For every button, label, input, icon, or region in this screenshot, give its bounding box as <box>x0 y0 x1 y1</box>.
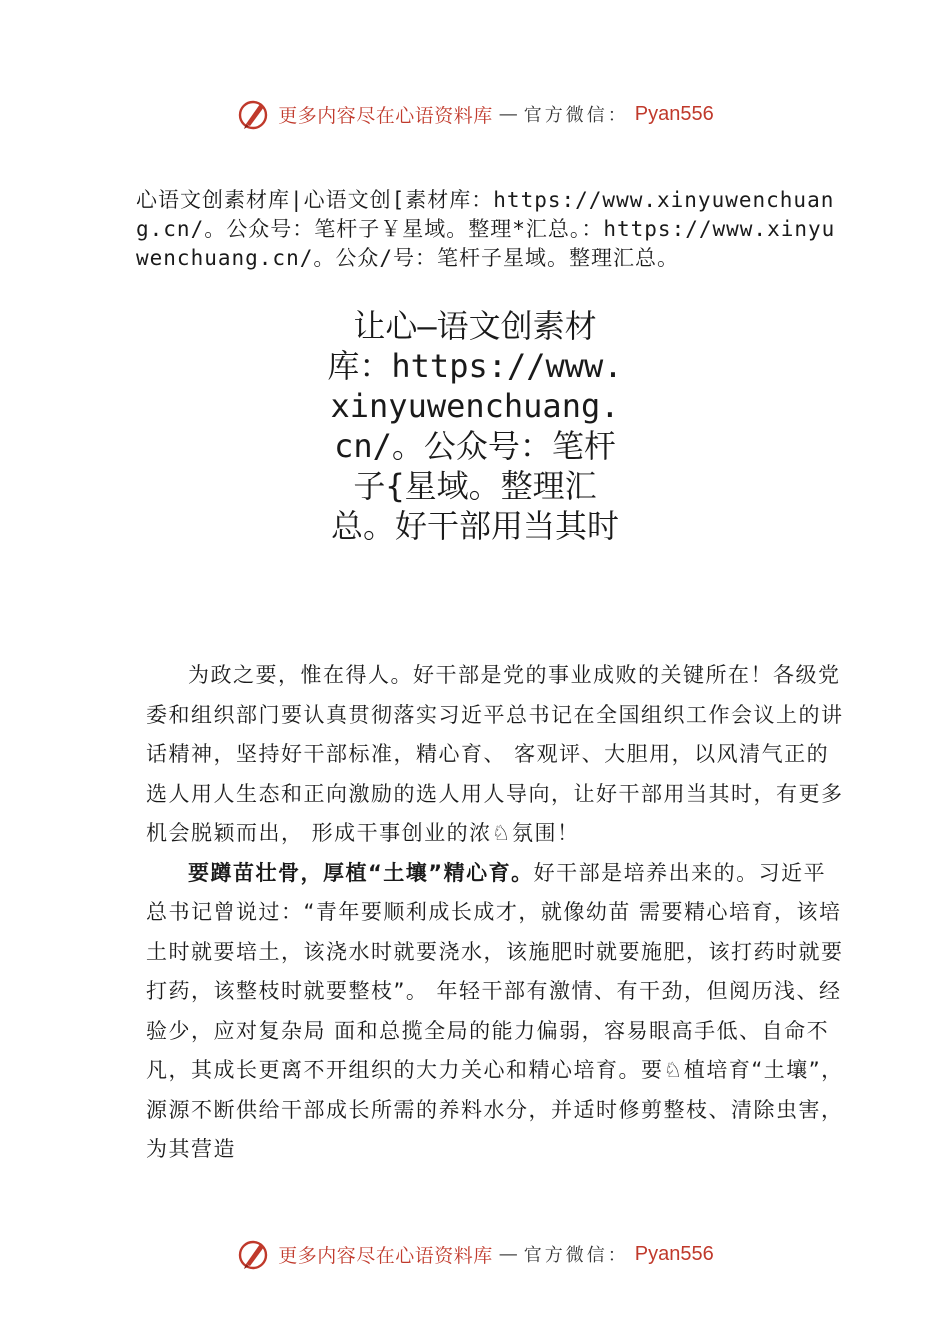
banner-text: 更多内容尽在心语资料库 <box>278 1244 493 1267</box>
paragraph-2-lead: 要蹲苗壮骨，厚植“土壤”精心育。 <box>188 860 534 885</box>
paragraph-1-text: 为政之要，惟在得人。好干部是党的事业成败的关键所在！各级党委和组织部门要认真贯彻落实习近平总书记在全国组织工作会议上的讲话精神，坚持好干部标准，精心育、 客观评、大胆用，以风清气正的选人用人生态和正向激励的选人用人导向，让好干部用当其时，有更多机会脱颖而出， 形成干事创业的浓♘氛围！ <box>146 663 844 845</box>
header-banner <box>0 92 950 136</box>
banner-wechat-label: 官方微信： <box>523 1245 629 1266</box>
banner-wechat-label: 官方微信： <box>523 105 629 126</box>
footer-banner <box>0 1232 950 1276</box>
pen-logo-icon <box>236 96 272 132</box>
banner-text: 更多内容尽在心语资料库 <box>278 104 493 127</box>
paragraph-2-text: 好干部是培养出来的。习近平总书记曾说过：“青年要顺利成长成才，就像幼苗 需要精心培育，该培土时就要培土，该浇水时就要浇水，该施肥时就要施肥，该打药时就要打药，该整枝时就要整枝”。 年轻干部有激情、有干劲，但阅历浅、经验少，应对复杂局 面和总揽全局的能力偏弱，容易眼高手低、自命不凡，其成长更离不开组织的大力关心和精心培育。要♘植培育“土壤”，源源不断供给干部成长所需的养料水分，并适时修剪整枝、清除虫害，为其营造 <box>146 860 844 1161</box>
intro-text: 心语文创素材库|心语文创[素材库：https://www.xinyuwenchuang.cn/。公众号：笔杆子￥星域。整理*汇总。：https://www.xinyuwenchuang.cn/。公众/号：笔杆子星域。整理汇总。 <box>136 188 836 270</box>
document-title: 让心—语文创素材库：https://www.xinyuwenchuang.cn/。公众号：笔杆子{星域。整理汇总。好干部用当其时 <box>327 307 623 545</box>
banner-wechat-id: Pyan556 <box>634 1242 714 1265</box>
banner-separator: — <box>498 103 518 125</box>
document-body <box>146 656 846 1170</box>
banner-wechat-id: Pyan556 <box>634 102 714 125</box>
paragraph-2 <box>146 854 846 1170</box>
pen-logo-icon <box>236 1236 272 1272</box>
banner-separator: — <box>498 1243 518 1265</box>
paragraph-1 <box>146 656 846 854</box>
